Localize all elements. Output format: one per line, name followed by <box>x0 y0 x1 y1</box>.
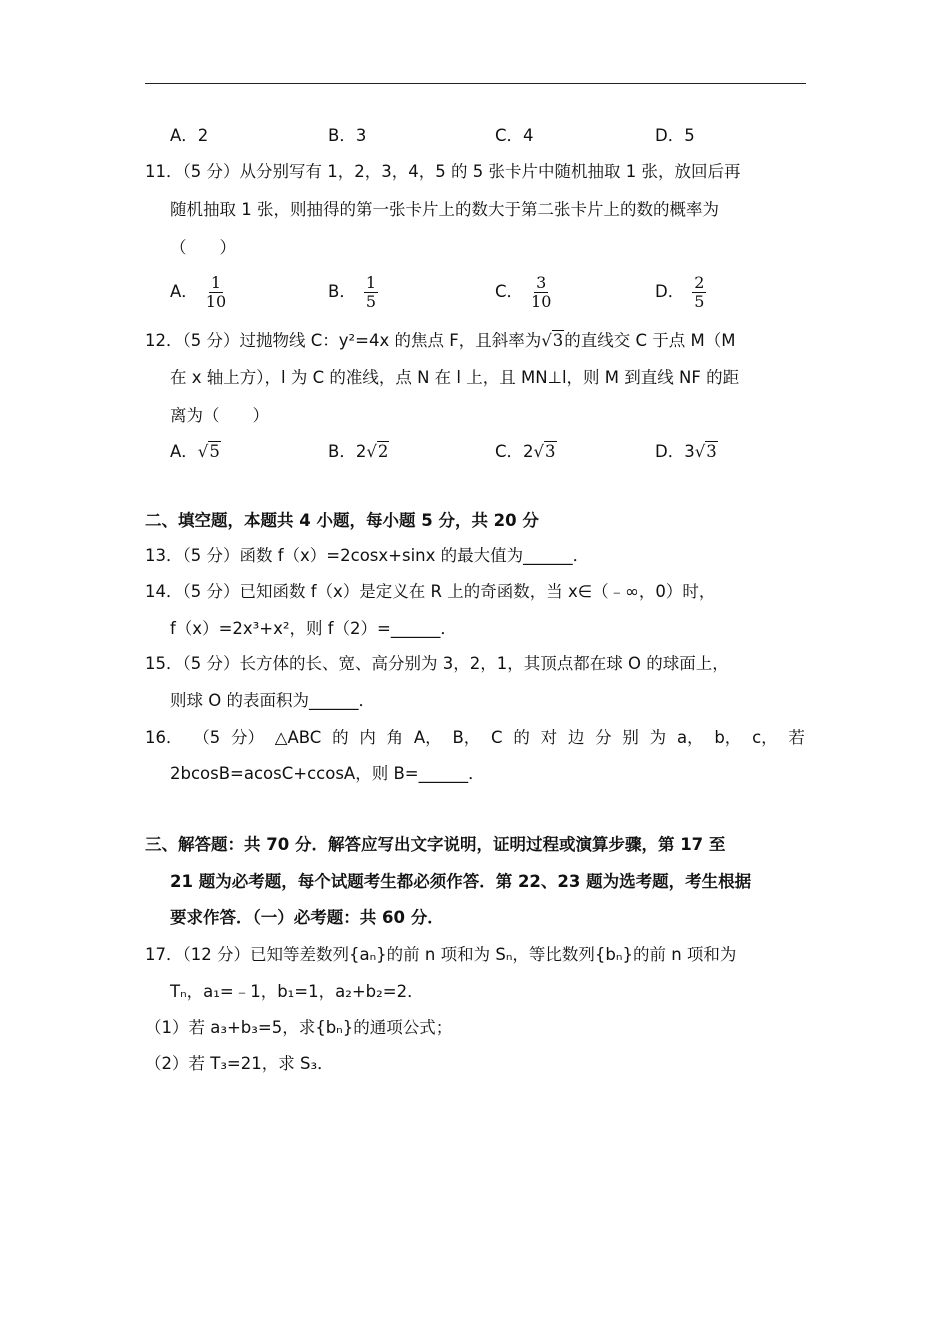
sqrt: √3 <box>533 442 556 461</box>
option-label: A． <box>170 442 198 461</box>
q16-token: 分） <box>231 728 265 747</box>
fraction <box>692 274 706 311</box>
q16-token: C <box>491 728 503 747</box>
q15-line-2: 则球 O 的表面积为______． <box>170 691 375 710</box>
q16-line-2: 2bcosB=acosC+ccosA，则 B=______． <box>170 764 485 783</box>
radicand: 3 <box>706 442 717 461</box>
radicand: 3 <box>545 442 556 461</box>
option-label: D． <box>655 442 685 461</box>
section-3-heading-line-3: 要求作答．（一）必考题：共 60 分． <box>170 908 444 927</box>
radicand: 5 <box>209 442 220 461</box>
q11-option-a <box>170 274 226 311</box>
section-3-heading-line-1: 三、解答题：共 70 分．解答应写出文字说明，证明过程或演算步骤，第 17 至 <box>145 835 726 854</box>
q11-option-c <box>495 274 551 311</box>
q16-token: c， <box>752 728 778 747</box>
q16-line-1 <box>145 728 805 748</box>
q16-token: 若 <box>788 728 805 747</box>
q10-option-c: C．4 <box>495 126 534 145</box>
option-label: D． <box>655 282 685 301</box>
q15-line-1: 15．（5 分）长方体的长、宽、高分别为 3，2，1，其顶点都在球 O 的球面上， <box>145 654 729 673</box>
sqrt: √3 <box>694 442 717 461</box>
q16-token: 别 <box>622 728 639 747</box>
q17-line-1: 17．（12 分）已知等差数列{aₙ}的前 n 项和为 Sₙ，等比数列{bₙ}的前 n 项和为 <box>145 945 737 964</box>
q10-option-d: D．5 <box>655 126 695 145</box>
q16-token: A， <box>413 728 442 747</box>
denominator: 10 <box>205 292 227 311</box>
section-2-heading: 二、填空题，本题共 4 小题，每小题 5 分，共 20 分 <box>145 511 539 530</box>
q12-text-a: 12．（5 分）过抛物线 C：y²=4x 的焦点 F，且斜率为 <box>145 331 542 350</box>
radicand: 2 <box>377 442 389 461</box>
q11-option-b <box>328 274 378 311</box>
sqrt: √5 <box>197 442 220 461</box>
option-label: B． <box>328 442 356 461</box>
q14-line-2: f（x）=2x³+x²，则 f（2）=______． <box>170 619 457 638</box>
numerator: 1 <box>365 273 377 292</box>
q12-line-2: 在 x 轴上方），l 为 C 的准线，点 N 在 l 上，且 MN⊥l，则 M 到直线 NF 的距 <box>170 368 740 387</box>
q12-option-c <box>495 442 557 462</box>
numerator: 2 <box>694 273 705 292</box>
q17-part-1: （1）若 a₃+b₃=5，求{bₙ}的通项公式； <box>145 1018 453 1037</box>
q14-line-1: 14．（5 分）已知函数 f（x）是定义在 R 上的奇函数，当 x∈（﹣∞，0）时， <box>145 582 716 601</box>
q16-token: 16． <box>145 728 183 747</box>
header-rule <box>145 83 806 84</box>
q16-token: 的 <box>332 728 349 747</box>
q16-token: a， <box>676 728 704 747</box>
q11-line-1: 11．（5 分）从分别写有 1，2，3，4，5 的 5 张卡片中随机抽取 1 张，放回后再 <box>145 162 741 181</box>
q12-line-1 <box>145 331 735 351</box>
denominator: 5 <box>694 292 705 311</box>
q16-token: B， <box>452 728 481 747</box>
q13: 13．（5 分）函数 f（x）=2cosx+sinx 的最大值为______． <box>145 546 590 565</box>
q12-option-d <box>655 442 718 462</box>
q16-token: 为 <box>649 728 667 747</box>
option-label: B． <box>328 282 356 301</box>
section-3-heading-line-2: 21 题为必考题，每个试题考生都必须作答．第 22、23 题为选考题，考生根据 <box>170 872 752 891</box>
option-label: A． <box>170 282 198 301</box>
numerator: 3 <box>536 273 547 292</box>
q17-line-2: Tₙ，a₁=﹣1，b₁=1，a₂+b₂=2． <box>170 982 424 1001</box>
fraction <box>364 274 378 311</box>
q10-option-a: A．2 <box>170 126 209 145</box>
radicand: 3 <box>552 331 564 350</box>
q12-option-b <box>328 442 389 462</box>
fraction <box>206 274 226 311</box>
numerator: 1 <box>210 273 222 292</box>
coefficient: 2 <box>523 442 534 461</box>
q10-option-b: B．3 <box>328 126 367 145</box>
q12-option-a <box>170 442 221 462</box>
q16-token: b， <box>714 728 742 747</box>
q11-option-d <box>655 274 706 311</box>
coefficient: 2 <box>355 442 367 461</box>
coefficient: 3 <box>684 442 695 461</box>
q16-token: 对 <box>540 728 558 747</box>
q16-token: 的 <box>513 728 530 747</box>
q11-line-2: 随机抽取 1 张，则抽得的第一张卡片上的数大于第二张卡片上的数的概率为 <box>170 200 719 219</box>
q16-token: 分 <box>595 728 612 747</box>
q16-token: （5 <box>193 728 221 747</box>
q17-part-2: （2）若 T₃=21，求 S₃． <box>145 1054 334 1073</box>
q16-token: △ABC <box>274 728 322 747</box>
sqrt: √2 <box>366 442 389 461</box>
q16-token: 内 <box>359 728 376 747</box>
q11-line-3: （ ） <box>170 238 236 257</box>
sqrt: √3 <box>541 331 564 350</box>
q12-text-b: 的直线交 C 于点 M（M <box>564 331 736 350</box>
fraction <box>531 274 551 311</box>
option-label: C． <box>495 442 524 461</box>
denominator: 10 <box>531 292 552 311</box>
option-label: C． <box>495 282 524 301</box>
q16-token: 边 <box>567 728 585 747</box>
q16-token: 角 <box>386 728 404 747</box>
q12-line-3: 离为（ ） <box>170 406 269 425</box>
denominator: 5 <box>365 292 377 311</box>
